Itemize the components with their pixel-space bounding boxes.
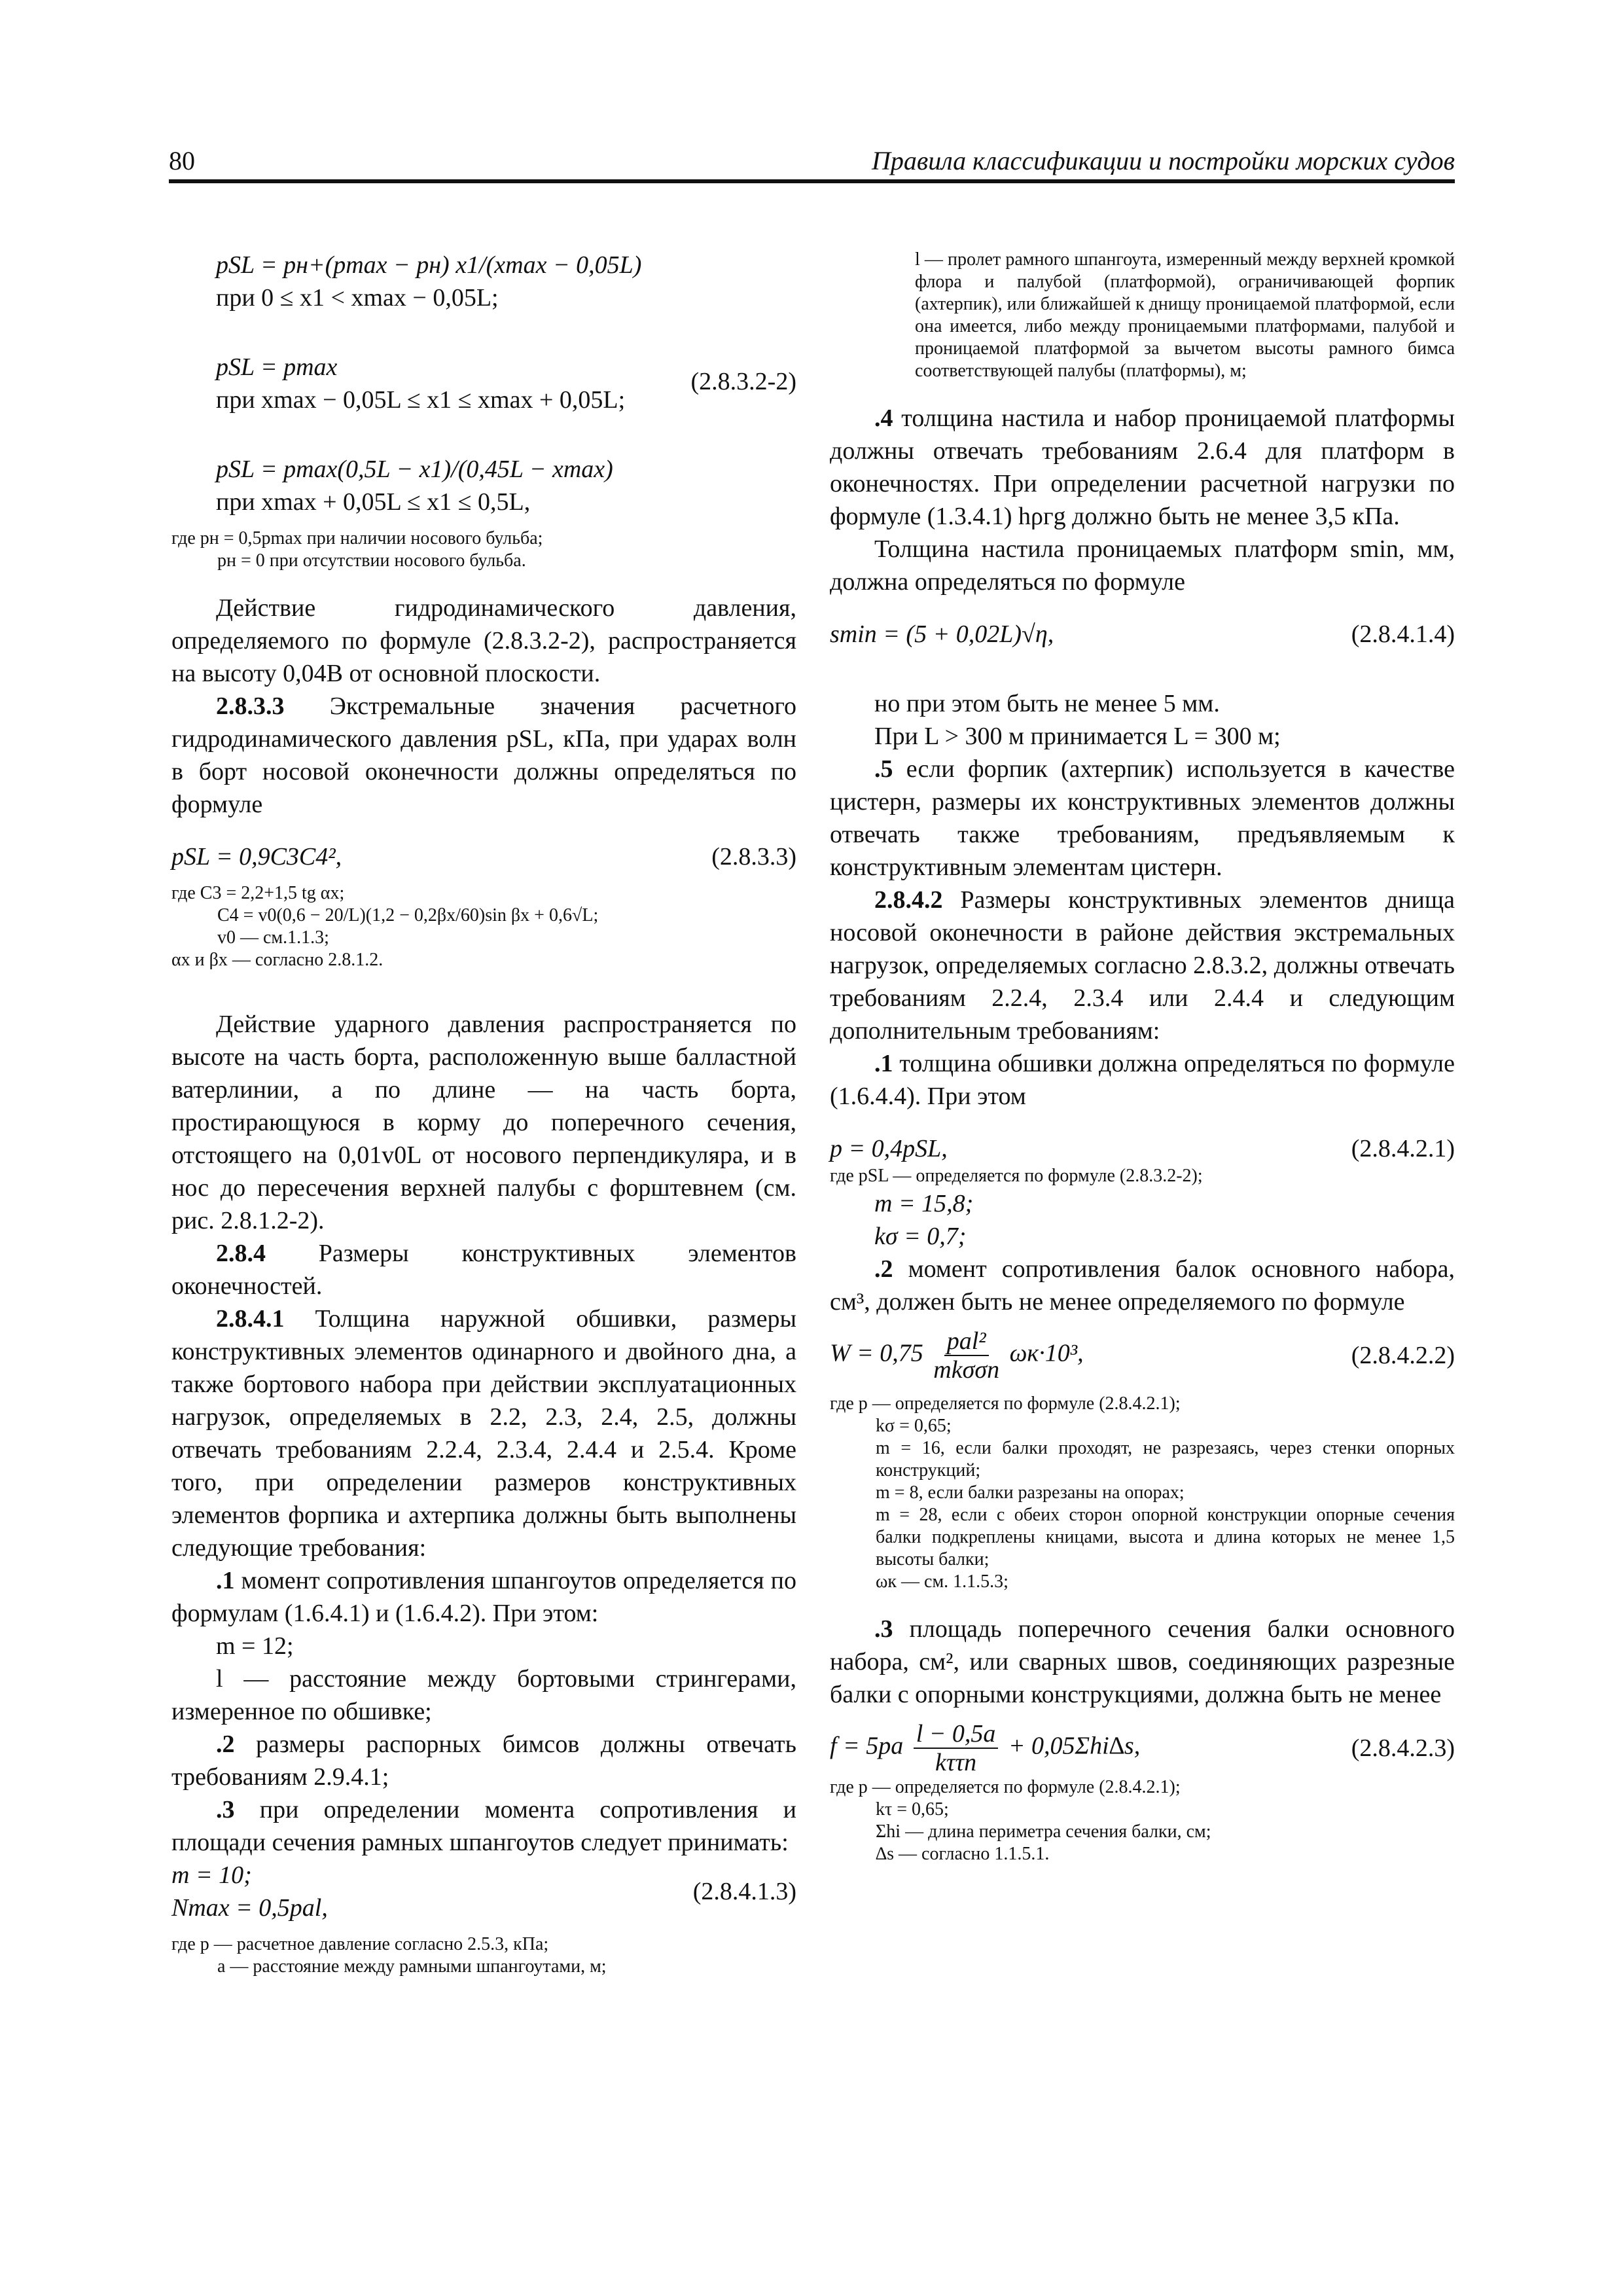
formula-block <box>171 453 796 518</box>
formula-lhs: f = 5pa <box>830 1732 904 1760</box>
where-note: ωк — см. 1.1.5.3; <box>876 1571 1008 1592</box>
where-note: a — расстояние между рамными шпангоутами, м; <box>217 1956 607 1977</box>
paragraph-text: Размеры конструктивных элементов днища носовой оконечности в районе действия экстремальных нагрузок, определяемых согласно 2.8.3.2, должны отвечать требованиям 2.2.4, 2.3.4 или 2.4.4 и следующим дополнительным требованиям: <box>830 886 1455 1045</box>
where-note: где pн = 0,5pmax при наличии носового бульба; <box>171 528 543 548</box>
item-text: если форпик (ахтерпик) используется в качестве цистерн, размеры их конструктивных элементов должны отвечать также требованиям, предъявляемым к конструктивным элементам цистерн. <box>830 755 1455 881</box>
list-item <box>830 1047 1455 1113</box>
formula-line: при 0 ≤ x1 < xmax − 0,05L; <box>216 284 499 312</box>
left-column <box>171 249 796 1978</box>
where-note: где p — определяется по формуле (2.8.4.2.1); <box>830 1777 1181 1797</box>
item-text: толщина обшивки должна определяться по формуле (1.6.4.4). При этом <box>830 1050 1455 1110</box>
header-rule <box>169 179 1455 183</box>
page-header <box>169 145 1455 182</box>
formula-block <box>171 1859 796 1924</box>
formula-line: Nmax = 0,5pal, <box>171 1894 328 1922</box>
running-title: Правила классификации и постройки морских судов <box>871 146 1455 175</box>
equation-number: (2.8.4.2.2) <box>1351 1342 1455 1369</box>
where-note: ∆s — согласно 1.1.5.1. <box>876 1844 1050 1864</box>
item-number: .5 <box>874 755 893 783</box>
formula-line: p = 0,4pSL, <box>830 1135 948 1162</box>
formula-block <box>171 840 796 873</box>
item-number: .1 <box>874 1050 893 1077</box>
list-item <box>830 753 1455 884</box>
list-item <box>830 1613 1455 1711</box>
formula-line: при xmax − 0,05L ≤ x1 ≤ xmax + 0,05L; <box>216 386 626 414</box>
where-note: m = 16, если балки проходят, не разрезаясь, через стенки опорных конструкций; <box>876 1438 1455 1480</box>
fraction-denominator: mkσσn <box>933 1356 1000 1384</box>
item-text: толщина настила и набор проницаемой платформы должны отвечать требованиям 2.6.4 для платформ в оконечностях. При определении расчетной нагрузки по формуле (1.3.4.1) hρгg должно быть не менее 3,5 кПа. <box>830 404 1455 530</box>
formula-line: m = 15,8; <box>874 1190 974 1217</box>
section-number: 2.8.3.3 <box>216 692 285 720</box>
where-note: Σhi — длина периметра сечения балки, см; <box>876 1821 1211 1842</box>
where-note: kσ = 0,65; <box>876 1416 952 1436</box>
where-note: где p — определяется по формуле (2.8.4.2.1); <box>830 1393 1181 1414</box>
list-item <box>171 1728 796 1793</box>
paragraph <box>171 690 796 821</box>
fraction-numerator: l − 0,5a <box>914 1720 999 1749</box>
item-number: .4 <box>874 404 893 432</box>
list-item <box>171 1564 796 1630</box>
fraction-denominator: kττn <box>935 1749 977 1776</box>
where-note: pн = 0 при отсутствии носового бульба. <box>217 550 526 571</box>
section-number: 2.8.4.1 <box>216 1305 285 1333</box>
formula-block <box>830 618 1455 651</box>
formula-fraction-expression <box>830 1720 1140 1776</box>
formula-line: pSL = 0,9C3C4², <box>171 843 342 870</box>
paragraph <box>171 1237 796 1302</box>
formula-lhs: W = 0,75 <box>830 1339 923 1367</box>
item-number: .3 <box>874 1615 893 1643</box>
item-number: .2 <box>874 1255 893 1283</box>
section-number: 2.8.4.2 <box>874 886 943 914</box>
where-note: где pSL — определяется по формуле (2.8.3.2-2); <box>830 1166 1203 1186</box>
item-text: момент сопротивления шпангоутов определяется по формулам (1.6.4.1) и (1.6.4.2). При этом: <box>171 1567 796 1627</box>
formula-line: kσ = 0,7; <box>874 1223 967 1250</box>
item-text: при определении момента сопротивления и площади сечения рамных шпангоутов следует принимать: <box>171 1796 796 1856</box>
formula-block <box>171 351 796 416</box>
equation-number: (2.8.3.2-2) <box>690 368 796 395</box>
where-note: m = 28, если с обеих сторон опорной конструкции опорные сечения балки подкреплены кницами, высота и длина которых не менее 1,5 высоты балки; <box>876 1505 1455 1570</box>
list-item <box>171 1793 796 1859</box>
formula-block <box>830 1720 1455 1776</box>
item-text: момент сопротивления балок основного набора, см³, должен быть не менее определяемого по формуле <box>830 1255 1455 1316</box>
item-number: .2 <box>216 1731 235 1758</box>
section-number: 2.8.4 <box>216 1240 266 1267</box>
formula-line: pSL = pн+(pmax − pн) x1/(xmax − 0,05L) <box>216 251 642 279</box>
paragraph: Толщина настила проницаемых платформ smin, мм, должна определяться по формуле <box>830 535 1455 596</box>
formula-line: pSL = pmax(0,5L − x1)/(0,45L − xmax) <box>216 456 613 483</box>
item-text: площадь поперечного сечения балки основного набора, см², или сварных швов, соединяющих разрезные балки с опорными конструкциями, должна быть не менее <box>830 1615 1455 1708</box>
formula-block <box>830 1132 1455 1165</box>
equation-number: (2.8.4.2.1) <box>1351 1135 1455 1162</box>
paragraph: m = 12; <box>216 1632 294 1660</box>
fraction <box>933 1327 999 1384</box>
formula-rhs: ωк·10³, <box>1009 1339 1084 1367</box>
where-note: m = 8, если балки разрезаны на опорах; <box>876 1482 1185 1503</box>
right-column <box>830 249 1455 1865</box>
item-number: .3 <box>216 1796 235 1823</box>
paragraph-text: Размеры конструктивных элементов оконечностей. <box>171 1240 796 1300</box>
paragraph-text: Толщина наружной обшивки, размеры конструктивных элементов одинарного и двойного дна, а также бортового набора при действии эксплуатационных нагрузок, определяемых в 2.2, 2.3, 2.4, 2.5, должны отвечать требованиям 2.2.4, 2.3.4, 2.4.4 и 2.5.4. Кроме того, при определении размеров конструктивных элементов форпика и ахтерпика должны быть выполнены следующие требования: <box>171 1305 796 1562</box>
paragraph-text: Экстремальные значения расчетного гидродинамического давления pSL, кПа, при ударах волн в борт носовой оконечности должны определяться по формуле <box>171 692 796 818</box>
page-number: 80 <box>169 146 195 175</box>
fraction-numerator: pal² <box>944 1327 989 1356</box>
item-text: размеры распорных бимсов должны отвечать требованиям 2.9.4.1; <box>171 1731 796 1791</box>
formula-line: при xmax + 0,05L ≤ x1 ≤ 0,5L, <box>216 488 531 516</box>
list-item <box>830 402 1455 533</box>
paragraph: l — расстояние между бортовыми стрингерами, измеренное по обшивке; <box>171 1665 796 1725</box>
where-note: kτ = 0,65; <box>876 1799 949 1820</box>
paragraph: При L > 300 м принимается L = 300 м; <box>874 723 1281 750</box>
equation-number: (2.8.4.1.3) <box>692 1878 796 1905</box>
paragraph: но при этом быть не менее 5 мм. <box>874 690 1220 717</box>
paragraph: Действие ударного давления распространяется по высоте на часть борта, расположенную выше балластной ватерлинии, а по длине — на часть борта, простирающуюся в корму до поперечного сечения, отстоящего на 0,01v0L от носового перпендикуляра, и в нос до пересечения верхней палубы с форштевнем (см. рис. 2.8.1.2-2). <box>171 1011 796 1234</box>
equation-number: (2.8.3.3) <box>711 843 796 870</box>
formula-rhs: + 0,05Σhi∆s, <box>1008 1732 1141 1760</box>
formula-line: pSL = pmax <box>216 353 338 381</box>
where-note: C4 = v0(0,6 − 20/L)(1,2 − 0,2βx/60)sin βx + 0,6√L; <box>217 905 599 925</box>
equation-number: (2.8.4.1.4) <box>1351 620 1455 648</box>
formula-line: smin = (5 + 0,02L)√η, <box>830 620 1054 648</box>
paragraph <box>171 1302 796 1564</box>
fraction <box>914 1720 999 1776</box>
where-note: где p — расчетное давление согласно 2.5.3, кПа; <box>171 1934 549 1954</box>
list-item <box>830 1253 1455 1318</box>
where-note: v0 — см.1.1.3; <box>217 927 329 948</box>
paragraph: Действие гидродинамического давления, определяемого по формуле (2.8.3.2-2), распространяется на высоту 0,04B от основной плоскости. <box>171 594 796 687</box>
formula-block <box>830 1327 1455 1384</box>
equation-number: (2.8.4.2.3) <box>1351 1734 1455 1762</box>
formula-block <box>171 249 796 314</box>
formula-line: m = 10; <box>171 1861 252 1889</box>
where-note: αx и βx — согласно 2.8.1.2. <box>171 950 383 970</box>
paragraph <box>830 884 1455 1047</box>
where-note: l — пролет рамного шпангоута, измеренный между верхней кромкой флора и палубой (платформой), ограничивающей форпик (ахтерпик), или ближайшей к днищу проницаемой платформой, если она имеется, либо между проницаемыми платформами, палубой и проницаемой платформой за вычетом высоты рамного бимса соответствующей палубы (платформы), м; <box>915 249 1455 381</box>
where-note: где C3 = 2,2+1,5 tg αx; <box>171 883 345 903</box>
item-number: .1 <box>216 1567 235 1594</box>
formula-fraction-expression <box>830 1327 1084 1384</box>
